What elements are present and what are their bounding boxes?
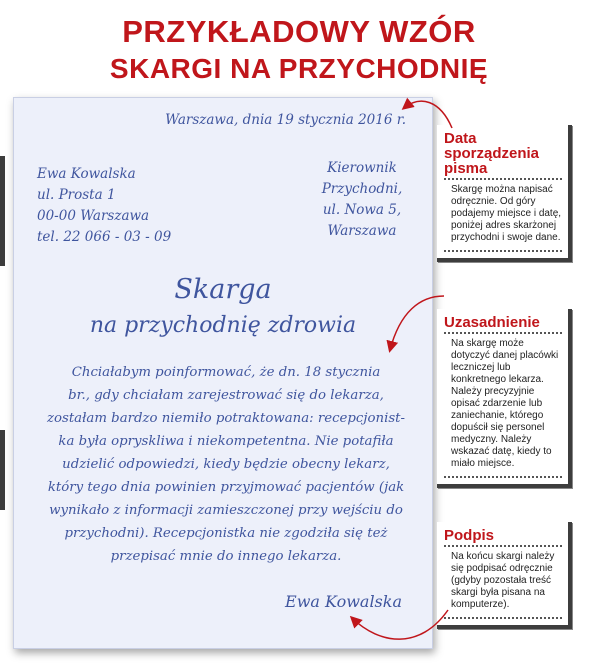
recipient-line: Kierownik [327,160,397,176]
body-line: udzielić odpowiedzi, kiedy będzie obecny lekarz, [62,457,390,472]
sender-name: Ewa Kowalska [37,166,136,182]
note-text: Na skargę może dotyczyć danej placówki leczniczej lub konkretnego lekarza. Należy precyzyjnie opisać zdarzenie lub zaniechanie, którego dopuścił się personel medyczny. Należy wskazać datę, kiedy to miało miejsce. [451,338,559,469]
arrow-justification [390,296,444,350]
letter-date: Warszawa, dnia 19 stycznia 2016 r. [165,112,406,128]
recipient-line: ul. Nowa 5, [322,202,402,218]
note-label: Data sporządzenia pisma [444,130,540,177]
body-line: Chciałabym poinformować, że dn. 18 stycznia [71,365,381,380]
body-line: wynikało z informacji zamieszczonej przy wejściu do [49,503,403,518]
sender-city: 00-00 Warszawa [37,208,150,224]
page-title: PRZYKŁADOWY WZÓR [122,14,476,49]
note-text: Skargę można napisać odręcznie. Od góry podajemy miejsce i datę, poniżej adres skarżonej przychodni i swoje dane. [451,184,562,243]
body-line: przepisać mnie do innego lekarza. [110,549,342,564]
letter-subtitle: na przychodnię zdrowia [89,313,357,338]
arrow-date [404,101,452,128]
sender-phone: tel. 22 066 - 03 - 09 [37,229,172,245]
sender-street: ul. Prosta 1 [37,187,116,203]
recipient-line: Przychodni, [321,181,403,197]
page-subtitle: SKARGI NA PRZYCHODNIĘ [109,53,489,84]
letter-signature: Ewa Kowalska [285,592,402,611]
body-line: przychodni). Recepcjonistka nie zgodziła się też [64,526,388,541]
body-line: który tego dnia powinien przyjmować pacjentów (jak [47,480,405,495]
body-line: ka była opryskliwa i niekompetentna. Nie potafiła [58,434,394,449]
arrow-signature [352,610,448,639]
note-label: Uzasadnienie [444,314,540,331]
note-label: Podpis [444,527,495,544]
body-line: br., gdy chciałam zarejestrować się do lekarza, [68,388,384,403]
recipient-line: Warszawa [327,223,397,239]
letter-title: Skarga [174,274,272,305]
note-text: Na końcu skargi należy się podpisać odręcznie (gdyby pozostała treść skargi była pisana na komputerze). [451,551,555,610]
body-line: zostałam bardzo niemiło potraktowana: recepcjonist- [47,411,405,426]
